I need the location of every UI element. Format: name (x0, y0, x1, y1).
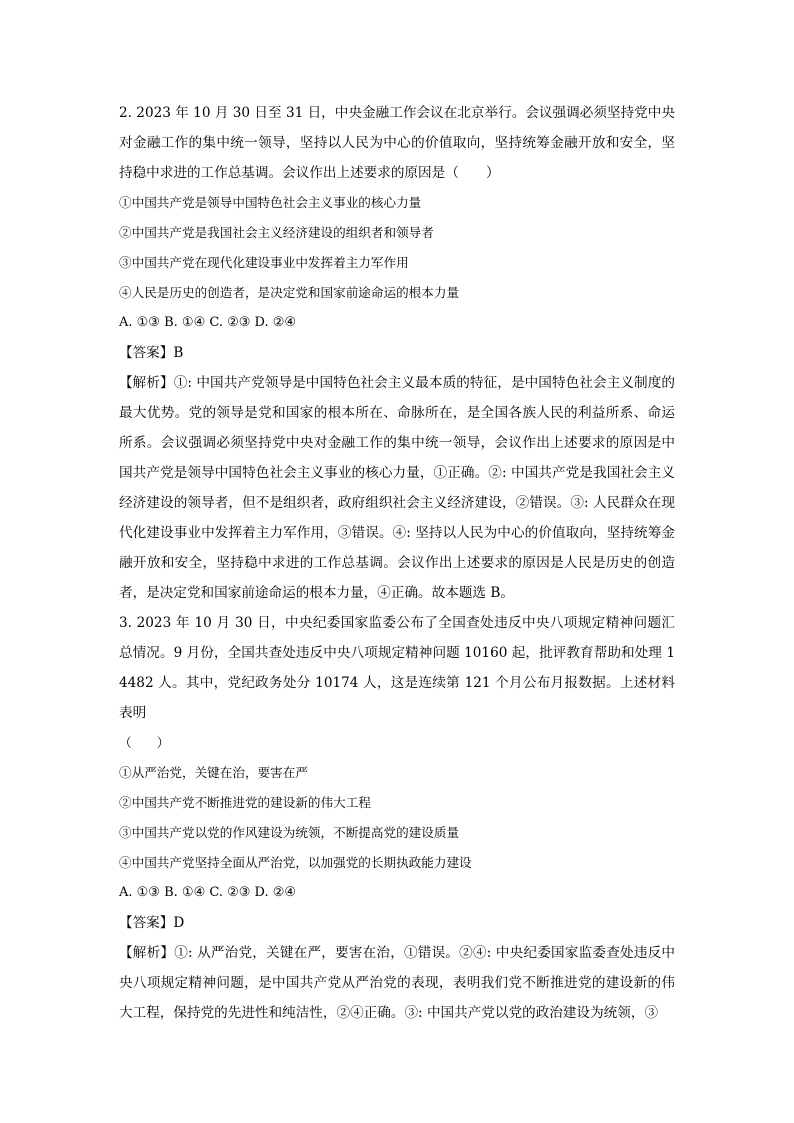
answer-label: 【答案】 (119, 915, 174, 931)
question-3-answer (119, 908, 675, 938)
question-2-analysis (119, 368, 675, 608)
question-2-option-1: ①中国共产党是领导中国特色社会主义事业的核心力量 (119, 195, 422, 210)
question-3-stem-bracket: （ ） (119, 735, 170, 750)
question-3-option-3: ③中国共产党以党的作风建设为统领，不断提高党的建设质量 (119, 825, 460, 840)
question-3-stem: 3. 2023 年 10 月 30 日，中央纪委国家监委公布了全国查处违反中央八项规定精神问题汇总情况。9 月份，全国共查处违反中央八项规定精神问题 10160 起，批评教育帮助和处理 14482 人。其中，党纪政务处分 10174 人，这是连续第 121 个月公布月报数据。上述材料表明 (119, 615, 675, 721)
question-3-option-2: ②中国共产党不断推进党的建设新的伟大工程 (119, 795, 371, 810)
question-3-option-4: ④中国共产党坚持全面从严治党，以加强党的长期执政能力建设 (119, 855, 472, 870)
analysis-text: ①: 中国共产党领导是中国特色社会主义最本质的特征，是中国特色社会主义制度的最大优势。党的领导是党和国家的根本所在、命脉所在，是全国各族人民的利益所系、命运所系。会议强调必须坚持党中央对金融工作的集中统一领导，会议作出上述要求的原因是中国共产党是领导中国特色社会主义事业的核心力量，①正确。②: 中国共产党是我国社会主义经济建设的领导者，但不是组织者，政府组织社会主义经济建设，②错误。③: 人民群众在现代化建设事业中发挥着主力军作用，③错误。④: 坚持以人民为中心的价值取向，坚持统筹金融开放和安全，坚持稳中求进的工作总基调。会议作出上述要求的原因是人民是历史的创造者，是决定党和国家前途命运的根本力量，④正确。故本题选 B。 (119, 375, 676, 601)
analysis-label: 【解析】 (119, 375, 174, 391)
question-2-option-4: ④人民是历史的创造者，是决定党和国家前途命运的根本力量 (119, 285, 460, 300)
question-3-analysis (119, 938, 675, 1028)
question-2-stem: 2. 2023 年 10 月 30 日至 31 日，中央金融工作会议在北京举行。会议强调必须坚持党中央对金融工作的集中统一领导，坚持以人民为中心的价值取向，坚持统筹金融开放和安全，坚持稳中求进的工作总基调。会议作出上述要求的原因是（ ） (119, 105, 675, 181)
question-2-choices: A. ①③ B. ①④ C. ②③ D. ②④ (119, 315, 297, 330)
analysis-label: 【解析】 (119, 945, 175, 961)
question-3-choices: A. ①③ B. ①④ C. ②③ D. ②④ (119, 885, 297, 900)
question-2-option-2: ②中国共产党是我国社会主义经济建设的组织者和领导者 (119, 225, 434, 240)
document-page (119, 98, 675, 1028)
question-2-option-3: ③中国共产党在现代化建设事业中发挥着主力军作用 (119, 255, 409, 270)
answer-value: B (173, 345, 184, 361)
answer-label: 【答案】 (119, 345, 174, 361)
analysis-text: ①: 从严治党，关键在严，要害在治，①错误。②④: 中央纪委国家监委查处违反中央八项规定精神问题，是中国共产党从严治党的表现，表明我们党不断推进党的建设新的伟大工程，保持党的先进性和纯洁性，②④正确。③: 中国共产党以党的政治建设为统领，③ (119, 945, 675, 1021)
question-2-answer (119, 338, 675, 368)
answer-value: D (173, 915, 185, 931)
question-3-option-1: ①从严治党，关键在治，要害在严 (119, 765, 308, 780)
